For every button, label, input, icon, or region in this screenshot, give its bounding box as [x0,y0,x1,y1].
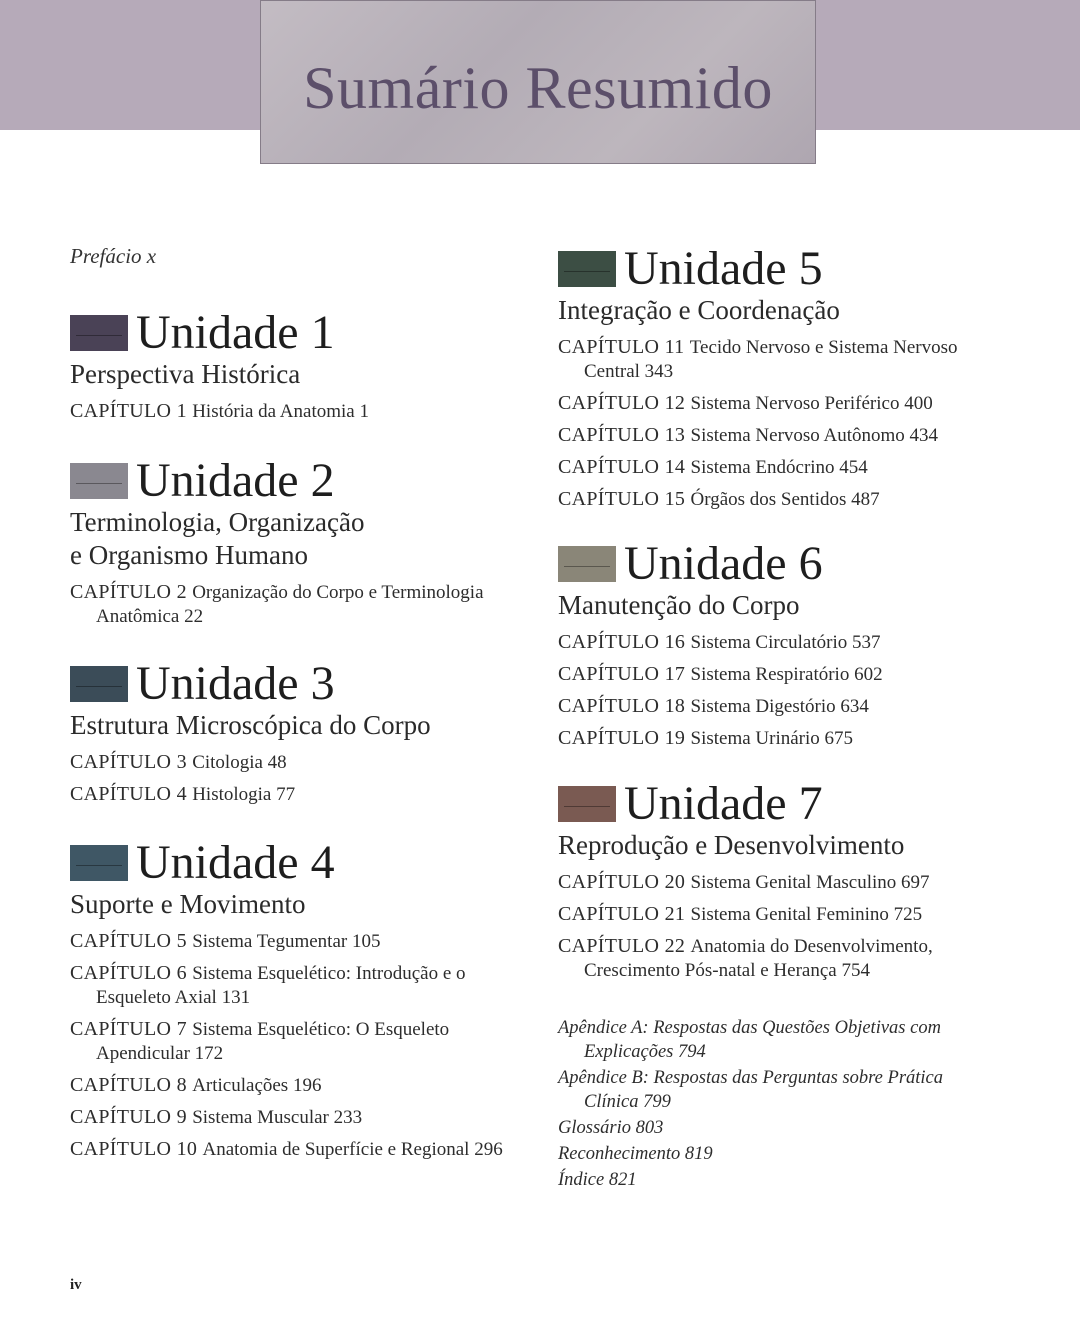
chapter-entry[interactable] [558,934,998,983]
unit-subtitle: Integração e Coordenação [558,295,840,325]
unit-color-swatch-icon [558,546,616,582]
unit-color-swatch-icon [70,666,128,702]
chapter-title: Sistema Esquelético: O Esqueleto Apendicular 172 [96,1019,450,1064]
chapter-title: Anatomia de Superfície e Regional 296 [202,1139,503,1160]
appendix-entry[interactable]: Índice 821 [558,1170,637,1190]
chapter-number: CAPÍTULO 5 [70,930,193,952]
chapter-number: CAPÍTULO 18 [558,695,691,717]
unit-5 [558,244,998,519]
chapter-number: CAPÍTULO 13 [558,424,691,446]
chapter-entry[interactable] [70,1017,510,1066]
chapter-number: CAPÍTULO 21 [558,903,691,925]
chapter-entry[interactable] [558,630,998,655]
chapter-number: CAPÍTULO 11 [558,336,690,358]
chapter-number: CAPÍTULO 4 [70,783,193,805]
unit-title: Unidade 4 [136,836,335,889]
chapter-title: Sistema Genital Masculino 697 [690,872,930,893]
unit-title: Unidade 1 [136,306,335,359]
chapter-entry[interactable] [70,961,510,1010]
chapter-number: CAPÍTULO 8 [70,1074,193,1096]
unit-subtitle-line: Terminologia, Organização [70,507,365,537]
chapter-number: CAPÍTULO 16 [558,631,691,653]
unit-6 [558,539,998,758]
chapter-list [558,335,998,512]
chapter-title: Sistema Circulatório 537 [690,632,881,653]
unit-subtitle: Perspectiva Histórica [70,359,301,389]
chapter-title: Anatomia do Desenvolvimento, Crescimento Pós-natal e Herança 754 [584,936,933,981]
unit-color-swatch-icon [70,463,128,499]
chapter-number: CAPÍTULO 7 [70,1018,193,1040]
appendix-entry[interactable]: Apêndice A: Respostas das Questões Objetivas com Explicações 794 [558,1018,941,1062]
unit-color-swatch-icon [70,845,128,881]
unit-subtitle [70,506,510,572]
chapter-entry[interactable] [70,580,510,629]
unit-subtitle: Manutenção do Corpo [558,590,800,620]
appendix-entry[interactable]: Apêndice B: Respostas das Perguntas sobre Prática Clínica 799 [558,1068,944,1112]
chapter-title: Sistema Muscular 233 [192,1107,363,1128]
chapter-entry[interactable] [70,750,510,775]
chapter-number: CAPÍTULO 6 [70,962,193,984]
chapter-title: História da Anatomia 1 [192,401,369,422]
unit-heading [558,779,998,829]
unit-heading [70,838,510,888]
chapter-title: Histologia 77 [192,784,296,805]
unit-color-swatch-icon [558,251,616,287]
chapter-entry[interactable] [558,455,998,480]
chapter-list [558,630,998,751]
chapter-entry[interactable] [558,391,998,416]
unit-subtitle: Suporte e Movimento [70,889,306,919]
chapter-entry[interactable] [558,423,998,448]
unit-title: Unidade 6 [624,537,823,590]
chapter-entry[interactable] [70,1073,510,1098]
page-title: Sumário Resumido [303,54,773,121]
chapter-title: Sistema Digestório 634 [690,696,869,717]
unit-heading [70,659,510,709]
chapter-title: Órgãos dos Sentidos 487 [690,489,880,510]
chapter-title: Sistema Esquelético: Introdução e o Esqueleto Axial 131 [96,963,466,1008]
chapter-number: CAPÍTULO 15 [558,488,691,510]
chapter-entry[interactable] [70,1105,510,1130]
chapter-title: Articulações 196 [192,1075,322,1096]
chapter-title: Sistema Respiratório 602 [690,664,883,685]
chapter-title: Sistema Endócrino 454 [690,457,868,478]
unit-3 [70,659,510,814]
unit-title: Unidade 2 [136,454,335,507]
chapter-number: CAPÍTULO 1 [70,400,193,422]
chapter-title: Sistema Tegumentar 105 [192,931,381,952]
chapter-number: CAPÍTULO 12 [558,392,691,414]
unit-title: Unidade 3 [136,657,335,710]
chapter-list [70,750,510,807]
chapter-entry[interactable] [558,870,998,895]
chapter-title: Sistema Genital Feminino 725 [690,904,923,925]
chapter-entry[interactable] [70,929,510,954]
chapter-entry[interactable] [558,902,998,927]
chapter-entry[interactable] [70,399,510,424]
chapter-number: CAPÍTULO 3 [70,751,193,773]
unit-color-swatch-icon [558,786,616,822]
appendix-list [558,1016,988,1194]
appendix-entry[interactable]: Reconhecimento 819 [558,1144,713,1164]
chapter-number: CAPÍTULO 20 [558,871,691,893]
title-box [260,0,816,164]
chapter-title: Sistema Urinário 675 [690,728,854,749]
unit-title: Unidade 5 [624,242,823,295]
chapter-number: CAPÍTULO 9 [70,1106,193,1128]
chapter-list [70,929,510,1162]
chapter-number: CAPÍTULO 14 [558,456,691,478]
unit-heading [70,456,510,506]
chapter-title: Sistema Nervoso Autônomo 434 [690,425,939,446]
unit-2 [70,456,510,636]
page-number: iv [70,1277,82,1293]
unit-heading [558,539,998,589]
unit-1 [70,308,510,431]
chapter-entry[interactable] [70,782,510,807]
preface-link[interactable]: Prefácio x [70,244,157,268]
chapter-title: Sistema Nervoso Periférico 400 [690,393,933,414]
chapter-entry[interactable] [558,694,998,719]
chapter-list [558,870,998,983]
chapter-title: Organização do Corpo e Terminologia Anatômica 22 [96,582,484,627]
unit-color-swatch-icon [70,315,128,351]
chapter-entry[interactable] [70,1137,510,1162]
chapter-number: CAPÍTULO 22 [558,935,691,957]
chapter-title: Tecido Nervoso e Sistema Nervoso Central 343 [584,337,958,382]
unit-heading [558,244,998,294]
unit-heading [70,308,510,358]
chapter-entry[interactable] [558,335,998,384]
unit-7 [558,779,998,990]
appendix-entry[interactable]: Glossário 803 [558,1118,664,1138]
unit-4 [70,838,510,1169]
chapter-entry[interactable] [558,487,998,512]
unit-subtitle: Estrutura Microscópica do Corpo [70,710,431,740]
chapter-number: CAPÍTULO 2 [70,581,193,603]
unit-title: Unidade 7 [624,777,823,830]
chapter-list [70,580,510,629]
chapter-entry[interactable] [558,726,998,751]
chapter-list [70,399,510,424]
chapter-number: CAPÍTULO 17 [558,663,691,685]
unit-subtitle-line: e Organismo Humano [70,540,308,570]
chapter-number: CAPÍTULO 19 [558,727,691,749]
unit-subtitle: Reprodução e Desenvolvimento [558,830,905,860]
chapter-title: Citologia 48 [192,752,287,773]
chapter-entry[interactable] [558,662,998,687]
chapter-number: CAPÍTULO 10 [70,1138,203,1160]
